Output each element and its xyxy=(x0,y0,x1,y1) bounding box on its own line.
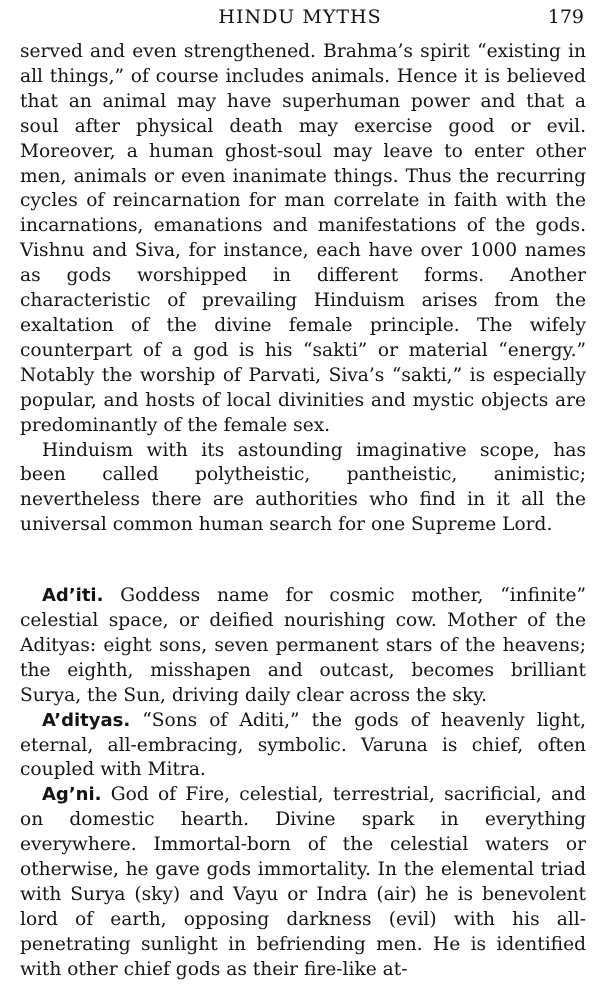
glossary-entry xyxy=(20,584,586,709)
entry-definition: Goddess name for cosmic mother, “infinite” celestial space, or deified nourishing cow. Mother of the Adityas: eight sons, seven permanent stars of the heavens; the eighth, misshapen and outcast, becomes brilliant Surya, the Sun, driving daily clear across the sky. xyxy=(20,585,586,706)
section-gap xyxy=(20,538,586,584)
entry-term: Ad’iti. xyxy=(42,585,104,607)
page-number: 179 xyxy=(547,6,584,28)
entry-term: Ag’ni. xyxy=(42,784,102,806)
body-paragraph: served and even strengthened. Brahma’s spirit “existing in all things,” of course includes animals. Hence it is believed that an animal may have superhuman power and that a soul after physical death may exercise good or evil. Moreover, a human ghost-soul may leave to enter other men, animals or even inanimate things. Thus the recurring cycles of reincarnation for man correlate in faith with the incarnations, emanations and manifestations of the gods. Vishnu and Siva, for instance, each have over 1000 names as gods worshipped in different forms. Another characteristic of prevailing Hinduism arises from the exaltation of the divine female principle. The wifely counterpart of a god is his “sakti” or material “energy.” Notably the worship of Parvati, Siva’s “sakti,” is especially popular, and hosts of local divinities and mystic objects are predominantly of the female sex. xyxy=(20,41,586,436)
glossary-entry xyxy=(20,783,586,982)
entry-term: A’dityas. xyxy=(42,709,131,731)
running-head xyxy=(0,6,600,36)
glossary-entry xyxy=(20,709,586,784)
running-title: HINDU MYTHS xyxy=(218,6,382,28)
page-body xyxy=(20,40,586,983)
body-paragraph: Hinduism with its astounding imaginative scope, has been called polytheistic, pantheistic, animistic; nevertheless there are authorities who find in it all the universal common human search for one Supreme Lord. xyxy=(20,439,586,536)
entry-definition: God of Fire, celestial, terrestrial, sacrificial, and on domestic hearth. Divine spark in everything everywhere. Immortal-born of the celestial waters or otherwise, he gave gods immortality. In the elemental triad with Surya (sky) and Vayu or Indra (air) he is benevolent lord of earth, opposing darkness (evil) with his all-penetrating sunlight in befriending men. He is identified with other chief gods as their fire-like at- xyxy=(20,784,586,980)
entry-definition: “Sons of Aditi,” the gods of heavenly light, eternal, all-embracing, symbolic. Varuna is chief, often coupled with Mitra. xyxy=(20,709,586,781)
